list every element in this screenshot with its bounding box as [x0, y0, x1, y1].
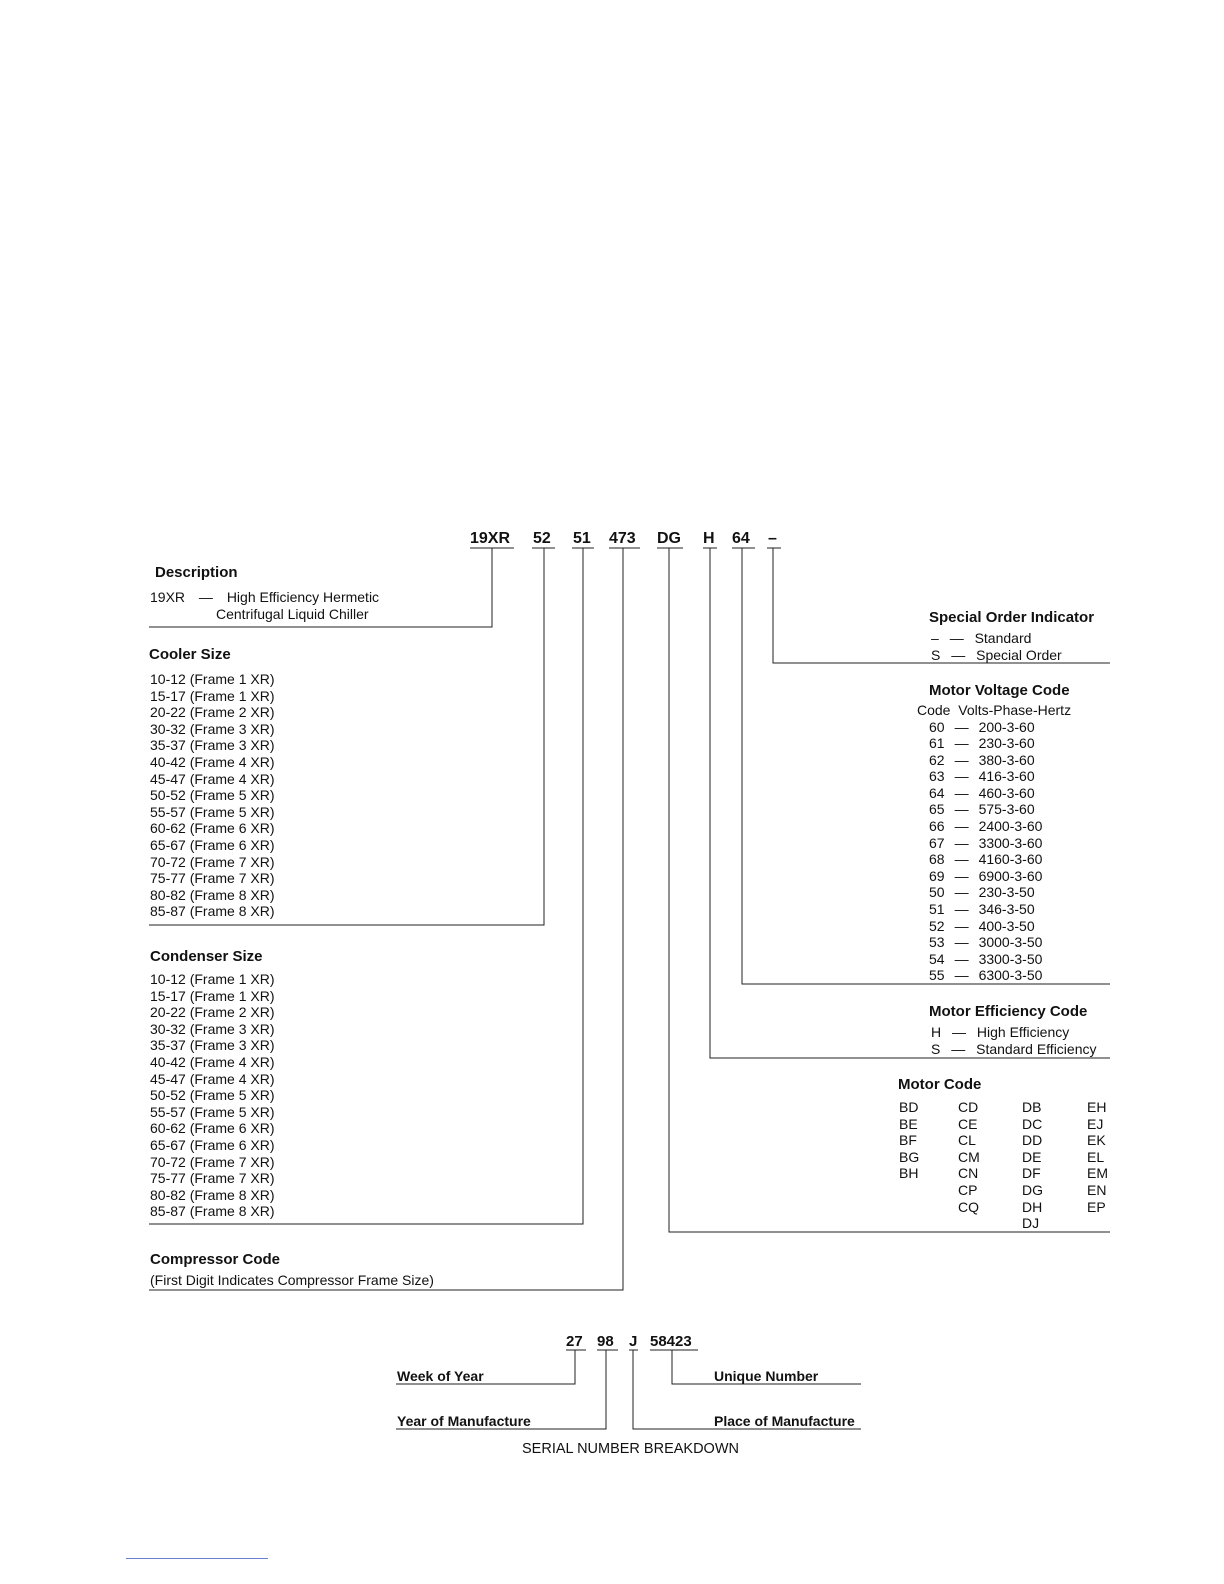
list-item	[929, 719, 1042, 736]
motor-code-item: EM	[1087, 1165, 1108, 1182]
motor-code-item: DF	[1022, 1165, 1041, 1182]
voltage-dash: —	[954, 867, 969, 884]
list-item	[929, 735, 1042, 752]
model-segment-condenser-size: 51	[573, 530, 591, 547]
motor-code-item: EK	[1087, 1132, 1106, 1149]
voltage-value: 380-3-60	[978, 751, 1035, 768]
list-item: 40-42 (Frame 4 XR)	[150, 753, 275, 770]
list-item	[929, 918, 1042, 935]
list-item: 50-52 (Frame 5 XR)	[150, 787, 275, 804]
motor-code-column-e	[1087, 1099, 1108, 1215]
list-item: 10-12 (Frame 1 XR)	[150, 971, 275, 987]
voltage-value: 6900-3-60	[978, 867, 1043, 884]
description-text-1: High Efficiency Hermetic	[226, 589, 380, 605]
option-code: –	[931, 630, 939, 646]
description-line-1	[150, 589, 379, 606]
option-label: Standard	[974, 630, 1032, 646]
voltage-code: 64	[929, 784, 945, 801]
list-item	[929, 835, 1042, 852]
list-item: 60-62 (Frame 6 XR)	[150, 820, 275, 837]
motor-code-column-b	[899, 1099, 919, 1182]
list-item: 10-12 (Frame 1 XR)	[150, 671, 275, 687]
voltage-value: 416-3-60	[978, 768, 1035, 785]
voltage-dash: —	[954, 818, 969, 835]
motor-efficiency-option-high	[931, 1024, 1069, 1041]
voltage-code: 61	[929, 735, 945, 752]
motor-code-item: CN	[958, 1165, 979, 1182]
voltage-value: 4160-3-60	[978, 851, 1043, 868]
voltage-code: 54	[929, 950, 945, 967]
option-label: Standard Efficiency	[976, 1041, 1097, 1057]
description-title: Description	[155, 564, 238, 581]
list-item: 20-22 (Frame 2 XR)	[150, 704, 275, 721]
voltage-value: 400-3-50	[978, 917, 1035, 934]
motor-code-item: BH	[899, 1165, 919, 1182]
serial-label-year-of-manufacture: Year of Manufacture	[397, 1413, 531, 1429]
model-segment-compressor-code: 473	[609, 530, 636, 547]
list-item	[929, 851, 1042, 868]
list-item: 55-57 (Frame 5 XR)	[150, 803, 275, 820]
list-item: 85-87 (Frame 8 XR)	[150, 903, 275, 920]
list-item: 85-87 (Frame 8 XR)	[150, 1203, 275, 1220]
voltage-value: 230-3-60	[978, 735, 1035, 752]
voltage-value: 460-3-60	[978, 784, 1035, 801]
list-item: 60-62 (Frame 6 XR)	[150, 1120, 275, 1137]
list-item: 45-47 (Frame 4 XR)	[150, 1070, 275, 1087]
option-dash: —	[951, 1041, 966, 1057]
voltage-code: 63	[929, 768, 945, 785]
voltage-code: 62	[929, 751, 945, 768]
motor-code-item: BG	[899, 1148, 920, 1165]
voltage-value: 346-3-50	[978, 901, 1035, 918]
motor-code-item: DD	[1022, 1132, 1043, 1149]
list-item: 50-52 (Frame 5 XR)	[150, 1087, 275, 1104]
voltage-dash: —	[954, 751, 969, 768]
list-item	[929, 934, 1042, 951]
motor-voltage-title: Motor Voltage Code	[929, 682, 1070, 699]
voltage-code: 60	[929, 718, 945, 735]
special-order-title: Special Order Indicator	[929, 609, 1095, 626]
voltage-value: 575-3-60	[978, 801, 1035, 818]
compressor-code-title: Compressor Code	[150, 1251, 281, 1268]
list-item: 15-17 (Frame 1 XR)	[150, 987, 275, 1004]
description-code: 19XR	[150, 589, 186, 605]
motor-code-item: CP	[958, 1181, 978, 1198]
list-item: 65-67 (Frame 6 XR)	[150, 1136, 275, 1153]
compressor-code-note: (First Digit Indicates Compressor Frame Size)	[150, 1272, 434, 1288]
motor-code-item: CM	[958, 1148, 980, 1165]
option-dash: —	[952, 1024, 967, 1040]
model-segment-cooler-size: 52	[533, 530, 551, 547]
motor-code-item: DH	[1022, 1198, 1043, 1215]
serial-segment-year: 98	[597, 1333, 614, 1350]
motor-code-item: CL	[958, 1132, 976, 1149]
list-item	[929, 951, 1042, 968]
voltage-dash: —	[954, 950, 969, 967]
voltage-code: 50	[929, 884, 945, 901]
serial-label-week-of-year: Week of Year	[397, 1368, 484, 1384]
motor-code-item: EL	[1087, 1148, 1105, 1165]
list-item	[929, 884, 1042, 901]
list-item	[929, 801, 1042, 818]
motor-efficiency-title: Motor Efficiency Code	[929, 1003, 1088, 1020]
list-item: 35-37 (Frame 3 XR)	[150, 737, 275, 754]
voltage-dash: —	[954, 884, 969, 901]
voltage-value: 3000-3-50	[978, 934, 1043, 951]
list-item: 70-72 (Frame 7 XR)	[150, 1153, 275, 1170]
motor-efficiency-option-standard	[931, 1041, 1097, 1058]
list-item: 70-72 (Frame 7 XR)	[150, 853, 275, 870]
motor-code-title: Motor Code	[898, 1076, 982, 1093]
list-item: 45-47 (Frame 4 XR)	[150, 770, 275, 787]
list-item	[929, 768, 1042, 785]
option-dash: —	[949, 630, 964, 646]
list-item: 40-42 (Frame 4 XR)	[150, 1053, 275, 1070]
motor-code-item: CE	[958, 1115, 978, 1132]
serial-segment-week: 27	[566, 1333, 583, 1350]
motor-code-item: CQ	[958, 1198, 979, 1215]
voltage-value: 6300-3-50	[978, 967, 1043, 984]
model-segment-series: 19XR	[470, 530, 511, 547]
motor-code-item: EN	[1087, 1181, 1107, 1198]
voltage-dash: —	[954, 834, 969, 851]
motor-code-item: DB	[1022, 1099, 1042, 1115]
list-item	[929, 967, 1042, 984]
voltage-code: 69	[929, 867, 945, 884]
list-item: 20-22 (Frame 2 XR)	[150, 1004, 275, 1021]
voltage-code: 51	[929, 901, 945, 918]
list-item	[929, 868, 1042, 885]
voltage-code: 66	[929, 818, 945, 835]
serial-label-place-of-manufacture: Place of Manufacture	[714, 1413, 855, 1429]
voltage-value: 2400-3-60	[978, 818, 1043, 835]
motor-code-item: BE	[899, 1115, 918, 1132]
motor-voltage-list	[929, 719, 1042, 985]
model-segment-motor-efficiency: H	[703, 530, 715, 547]
list-item: 75-77 (Frame 7 XR)	[150, 870, 275, 887]
motor-code-item: EJ	[1087, 1115, 1104, 1132]
voltage-code: 65	[929, 801, 945, 818]
condenser-size-title: Condenser Size	[150, 948, 263, 965]
special-order-option-special	[931, 647, 1062, 664]
list-item: 30-32 (Frame 3 XR)	[150, 1020, 275, 1037]
special-order-option-standard	[931, 630, 1031, 647]
list-item: 75-77 (Frame 7 XR)	[150, 1170, 275, 1187]
voltage-dash: —	[954, 801, 969, 818]
list-item: 55-57 (Frame 5 XR)	[150, 1103, 275, 1120]
description-line-2: Centrifugal Liquid Chiller	[216, 606, 369, 622]
list-item: 30-32 (Frame 3 XR)	[150, 720, 275, 737]
voltage-code: 53	[929, 934, 945, 951]
motor-code-item: BD	[899, 1099, 919, 1115]
list-item	[929, 901, 1042, 918]
voltage-value: 3300-3-60	[978, 834, 1043, 851]
motor-code-item: DC	[1022, 1115, 1043, 1132]
motor-code-item: EH	[1087, 1099, 1107, 1115]
serial-segment-unique: 58423	[650, 1333, 692, 1350]
cooler-size-title: Cooler Size	[149, 646, 231, 663]
voltage-code: 55	[929, 967, 945, 984]
serial-number-caption: SERIAL NUMBER BREAKDOWN	[522, 1441, 739, 1457]
footer-divider	[126, 1558, 268, 1559]
voltage-value: 200-3-60	[978, 718, 1035, 735]
model-segment-special-order: –	[768, 530, 777, 547]
option-code: H	[931, 1024, 942, 1040]
option-code: S	[931, 647, 941, 663]
voltage-dash: —	[954, 768, 969, 785]
voltage-dash: —	[954, 967, 969, 984]
voltage-code: 67	[929, 834, 945, 851]
voltage-code: 52	[929, 917, 945, 934]
condenser-size-list	[150, 971, 274, 1220]
motor-code-item: DE	[1022, 1148, 1042, 1165]
voltage-dash: —	[954, 784, 969, 801]
option-dash: —	[951, 647, 966, 663]
motor-code-item: BF	[899, 1132, 917, 1149]
voltage-code: 68	[929, 851, 945, 868]
voltage-dash: —	[954, 718, 969, 735]
voltage-value: 230-3-50	[978, 884, 1035, 901]
serial-label-unique-number: Unique Number	[714, 1368, 819, 1384]
serial-segment-place: J	[629, 1333, 638, 1350]
list-item: 35-37 (Frame 3 XR)	[150, 1037, 275, 1054]
list-item	[929, 818, 1042, 835]
voltage-dash: —	[954, 934, 969, 951]
voltage-dash: —	[954, 917, 969, 934]
description-dash: —	[198, 589, 213, 605]
list-item: 15-17 (Frame 1 XR)	[150, 687, 275, 704]
list-item: 65-67 (Frame 6 XR)	[150, 836, 275, 853]
voltage-dash: —	[954, 851, 969, 868]
motor-code-item: DJ	[1022, 1215, 1040, 1232]
list-item	[929, 785, 1042, 802]
option-label: High Efficiency	[976, 1024, 1070, 1040]
model-segment-motor-voltage: 64	[732, 530, 750, 547]
motor-code-item: DG	[1022, 1181, 1043, 1198]
voltage-value: 3300-3-50	[978, 950, 1043, 967]
motor-code-item: CD	[958, 1099, 979, 1115]
motor-code-column-d	[1022, 1099, 1043, 1232]
motor-code-item: EP	[1087, 1198, 1106, 1215]
list-item: 80-82 (Frame 8 XR)	[150, 1186, 275, 1203]
voltage-dash: —	[954, 901, 969, 918]
motor-voltage-header: Code Volts-Phase-Hertz	[917, 702, 1072, 718]
voltage-dash: —	[954, 735, 969, 752]
model-segment-motor-code: DG	[657, 530, 681, 547]
option-code: S	[931, 1041, 941, 1057]
list-item: 80-82 (Frame 8 XR)	[150, 886, 275, 903]
list-item	[929, 752, 1042, 769]
cooler-size-list	[150, 671, 274, 920]
motor-code-column-c	[958, 1099, 980, 1215]
option-label: Special Order	[976, 647, 1062, 663]
